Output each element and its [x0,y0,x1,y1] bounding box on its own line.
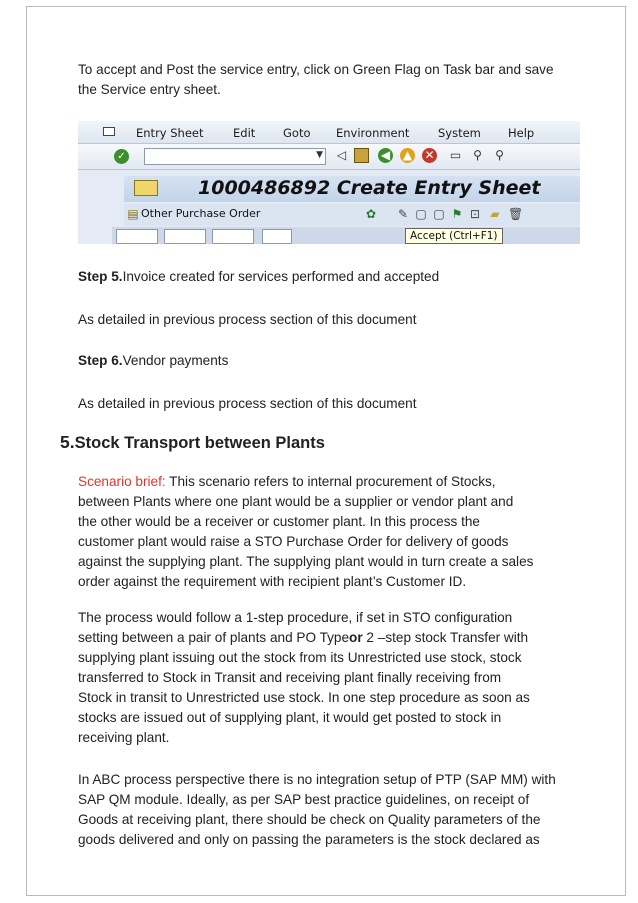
intro-line-2: the Service entry sheet. [78,82,221,97]
edit-icon[interactable]: ✎ [397,207,409,221]
process-line-3: supplying plant issuing out the stock from its Unrestricted use stock, stock [78,650,522,665]
sap-screenshot [78,121,580,244]
process-line-7: receiving plant. [78,730,170,745]
step-5-text: Invoice created for services performed and accepted [122,269,440,284]
abc-line-4: goods delivered and only on passing the parameters is the stock declared as [78,832,540,847]
new-page-icon[interactable]: ▢ [415,207,427,221]
section-heading [60,432,325,453]
cancel-icon[interactable]: ✕ [422,148,437,163]
process-line-2b: 2 –step stock Transfer with [362,630,529,645]
columns-button[interactable] [212,229,254,244]
sap-lower-toolbar [112,227,580,244]
scenario-label: Scenario brief: [78,474,166,489]
process-line-5: Stock in transit to Unrestricted use stock. In one step procedure as soon as [78,690,530,705]
process-line-2-bold: or [349,630,363,645]
sap-title-bar [124,176,580,202]
trash-icon[interactable]: 🗑 [508,207,524,221]
save-icon[interactable] [354,148,369,163]
menu-window-icon[interactable] [103,127,115,136]
process-line-2a: setting between a pair of plants and PO Type [78,630,350,645]
scenario-line-3: the other would be a receiver or customer plant. In this process the [78,514,480,529]
sap-menu-bar [78,121,580,144]
menu-help[interactable]: Help [508,126,535,140]
section-title: Stock Transport between Plants [74,434,325,452]
sap-application-toolbar [124,204,580,226]
accept-tooltip: Accept (Ctrl+F1) [405,228,503,244]
command-field[interactable] [144,148,326,165]
filter-button[interactable] [262,229,292,244]
check-icon[interactable]: ✓ [114,149,129,164]
process-line-4: transferred to Stock in Transit and receiving plant finally receiving from [78,670,502,685]
section-number: 5. [60,432,75,452]
back-nav-icon[interactable]: ◁ [336,148,347,162]
step-6-text: Vendor payments [122,353,229,368]
purchase-order-icon: ▤ [127,207,139,221]
process-paragraph [78,608,602,748]
other-purchase-order-button[interactable]: Other Purchase Order [141,207,261,220]
step-5-label: Step 5. [78,269,123,284]
copy-icon[interactable]: ▢ [433,207,445,221]
scenario-line-1: This scenario refers to internal procurement of Stocks, [165,474,496,489]
back-icon[interactable]: ◀ [378,148,393,163]
intro-paragraph [78,60,602,100]
process-line-6: stocks are issued out of supplying plant, it would get posted to stock in [78,710,502,725]
step-6 [78,352,228,370]
print-icon[interactable]: ▭ [449,148,462,162]
abc-paragraph [78,770,602,850]
exit-icon[interactable]: ▲ [400,148,415,163]
scenario-line-4: customer plant would raise a STO Purchase Order for delivery of goods [78,534,509,549]
menu-entry-sheet[interactable]: Entry Sheet [136,126,204,140]
screen-title: 1000486892 Create Entry Sheet [198,177,541,199]
menu-goto[interactable]: Goto [283,126,311,140]
step-5 [78,268,439,286]
menu-edit[interactable]: Edit [233,126,256,140]
chevron-down-icon[interactable]: ▼ [316,150,323,160]
scenario-paragraph [78,472,602,592]
services-icon[interactable]: ✿ [365,207,377,221]
scenario-line-2: between Plants where one plant would be a supplier or vendor plant and [78,494,514,509]
step-5-detail: As detailed in previous process section of this document [78,312,417,327]
menu-system[interactable]: System [438,126,481,140]
sap-standard-toolbar [78,144,580,170]
display-change-icon[interactable] [134,180,158,196]
scenario-line-5: against the supplying plant. The supplying plant would in turn create a sales [78,554,534,569]
edit-field-icon[interactable]: ▰ [490,207,500,221]
find-icon[interactable]: ⚲ [473,148,482,162]
flag-icon[interactable]: ⚑ [451,207,463,221]
lock-icon[interactable]: ⊡ [469,207,481,221]
intro-line-1: To accept and Post the service entry, click on Green Flag on Task bar and save [78,62,554,77]
sum-button[interactable] [164,229,206,244]
process-line-1: The process would follow a 1-step procedure, if set in STO configuration [78,610,513,625]
menu-environment[interactable]: Environment [336,126,410,140]
step-6-detail: As detailed in previous process section of this document [78,396,417,411]
abc-line-2: SAP QM module. Ideally, as per SAP best practice guidelines, on receipt of [78,792,530,807]
abc-line-1: In ABC process perspective there is no integration setup of PTP (SAP MM) with [78,772,556,787]
scenario-line-6: order against the requirement with recipient plant’s Customer ID. [78,574,467,589]
find-next-icon[interactable]: ⚲ [495,148,504,162]
layout-button[interactable] [116,229,158,244]
step-6-label: Step 6. [78,353,123,368]
abc-line-3: Goods at receiving plant, there should be check on Quality parameters of the [78,812,541,827]
